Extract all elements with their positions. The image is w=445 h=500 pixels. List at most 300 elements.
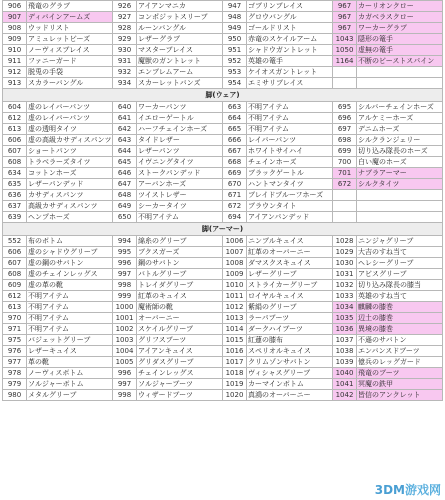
- item-name-cell: デニムホーズ: [357, 124, 443, 135]
- item-id-cell: 932: [113, 67, 137, 78]
- item-name-cell: アミュレットビーズ: [27, 34, 113, 45]
- item-id-cell: 1033: [333, 291, 357, 302]
- item-id-cell: 979: [3, 379, 27, 390]
- item-name-cell: イエローゲートル: [137, 113, 223, 124]
- item-name-cell: ノーヴィスブレイス: [27, 45, 113, 56]
- item-name-cell: 皆信のアンクレット: [357, 390, 443, 401]
- item-id-cell: 612: [3, 113, 27, 124]
- item-name-cell: 異境の膝巻: [357, 324, 443, 335]
- item-id-cell: 634: [3, 168, 27, 179]
- table-row: [3, 357, 443, 368]
- item-id-cell: 996: [113, 258, 137, 269]
- item-id-cell: 1037: [333, 335, 357, 346]
- item-name-cell: 虚のシャドウグリーブ: [27, 247, 113, 258]
- item-name-cell: [357, 78, 443, 89]
- item-name-cell: 革の靴: [27, 357, 113, 368]
- item-id-cell: 699: [333, 146, 357, 157]
- item-name-cell: ストークパンデッド: [137, 168, 223, 179]
- item-name-cell: ラーパブーツ: [247, 313, 333, 324]
- item-name-cell: ルーンバングル: [137, 23, 223, 34]
- item-name-cell: カサディスパンツ: [27, 190, 113, 201]
- table-row: [3, 258, 443, 269]
- item-id-cell: 1043: [333, 34, 357, 45]
- item-id-cell: 608: [3, 157, 27, 168]
- item-id-cell: 949: [223, 23, 247, 34]
- item-id-cell: 606: [3, 247, 27, 258]
- item-id-cell: 999: [113, 291, 137, 302]
- item-id-cell: 701: [333, 168, 357, 179]
- item-name-cell: オーバーニー: [137, 313, 223, 324]
- item-name-cell: 不明アイテム: [27, 302, 113, 313]
- item-name-cell: エミサリブレイス: [247, 78, 333, 89]
- item-id-cell: 1041: [333, 379, 357, 390]
- item-name-cell: 飛竜のブーツ: [357, 368, 443, 379]
- item-id-cell: 967: [333, 1, 357, 12]
- item-id-cell: 1010: [223, 280, 247, 291]
- table-row: [3, 135, 443, 146]
- item-name-cell: [357, 201, 443, 212]
- item-id-cell: 951: [223, 45, 247, 56]
- item-name-cell: 虚のレイバーパンツ: [27, 113, 113, 124]
- item-id-cell: 1008: [223, 258, 247, 269]
- item-id-cell: 637: [3, 201, 27, 212]
- item-name-cell: ソルジャーブーツ: [137, 379, 223, 390]
- item-id-cell: 1034: [333, 302, 357, 313]
- item-name-cell: シーカータイツ: [137, 201, 223, 212]
- table-row: [3, 23, 443, 34]
- item-id-cell: 976: [3, 346, 27, 357]
- item-id-cell: 930: [113, 45, 137, 56]
- item-name-cell: 虚無の篭手: [357, 45, 443, 56]
- item-name-cell: ロイヤルキュイス: [247, 291, 333, 302]
- item-name-cell: ツイストレザー: [137, 190, 223, 201]
- item-id-cell: 977: [3, 357, 27, 368]
- item-name-cell: 不明アイテム: [247, 113, 333, 124]
- item-name-cell: エンブレムアーム: [137, 67, 223, 78]
- table-row: [3, 280, 443, 291]
- item-id-cell: 613: [3, 124, 27, 135]
- table-row: [3, 390, 443, 401]
- item-name-cell: 切り込み隊長の膝当: [357, 280, 443, 291]
- item-id-cell: 650: [113, 212, 137, 223]
- item-name-cell: アーバンホーズ: [137, 179, 223, 190]
- item-name-cell: 切り込み隊長のホーズ: [357, 146, 443, 157]
- item-id-cell: 912: [3, 67, 27, 78]
- item-id-cell: 1011: [223, 291, 247, 302]
- item-id-cell: 643: [113, 135, 137, 146]
- item-id-cell: 1012: [223, 302, 247, 313]
- item-id-cell: 664: [223, 113, 247, 124]
- section-header-row: [3, 223, 443, 236]
- item-name-cell: 赤竜のスケイルアーム: [247, 34, 333, 45]
- item-name-cell: ニンジャグリーブ: [357, 236, 443, 247]
- item-id-cell: 948: [223, 12, 247, 23]
- item-id-cell: [333, 78, 357, 89]
- item-id-cell: 954: [223, 78, 247, 89]
- item-name-cell: ゴールドリスト: [247, 23, 333, 34]
- item-id-cell: 1035: [333, 313, 357, 324]
- item-id-cell: 907: [3, 12, 27, 23]
- item-name-cell: 魔術師の靴: [137, 302, 223, 313]
- item-name-cell: スペリオルキュイス: [247, 346, 333, 357]
- item-id-cell: 671: [223, 190, 247, 201]
- item-id-cell: 978: [3, 368, 27, 379]
- item-id-cell: 927: [113, 12, 137, 23]
- item-name-cell: 虚の鋼のサバトン: [27, 258, 113, 269]
- item-name-cell: 高級カサディスパンツ: [27, 201, 113, 212]
- item-id-cell: 672: [223, 201, 247, 212]
- item-id-cell: 639: [3, 212, 27, 223]
- item-id-cell: 635: [3, 179, 27, 190]
- item-id-cell: 950: [223, 34, 247, 45]
- table-row: [3, 324, 443, 335]
- item-id-cell: 908: [3, 23, 27, 34]
- item-id-cell: 911: [3, 56, 27, 67]
- item-name-cell: ハントマンタイツ: [247, 179, 333, 190]
- item-name-cell: クリムゾンサバトン: [247, 357, 333, 368]
- item-name-cell: ソルジャーボトム: [27, 379, 113, 390]
- item-name-cell: [357, 67, 443, 78]
- item-name-cell: 不明アイテム: [137, 212, 223, 223]
- item-id-cell: 910: [3, 45, 27, 56]
- item-name-cell: トレイダグリーブ: [137, 280, 223, 291]
- table-row: [3, 236, 443, 247]
- item-id-cell: 1004: [113, 346, 137, 357]
- item-name-cell: ノーヴィスボトム: [27, 368, 113, 379]
- item-id-cell: 647: [113, 179, 137, 190]
- item-name-cell: 白い魔のホーズ: [357, 157, 443, 168]
- item-name-cell: ヘレシーグリーブ: [357, 258, 443, 269]
- item-id-cell: 975: [3, 335, 27, 346]
- item-name-cell: 虚の革の靴: [27, 280, 113, 291]
- item-id-cell: 1028: [333, 236, 357, 247]
- item-id-cell: 997: [113, 269, 137, 280]
- item-name-cell: レザーグラブ: [137, 34, 223, 45]
- item-id-cell: 1040: [333, 368, 357, 379]
- item-id-cell: 995: [113, 247, 137, 258]
- item-id-cell: 1031: [333, 269, 357, 280]
- item-name-cell: 不明アイテム: [27, 313, 113, 324]
- item-id-cell: [333, 67, 357, 78]
- item-name-cell: 麒麟の膝巻: [357, 302, 443, 313]
- item-id-cell: 997: [113, 379, 137, 390]
- item-id-cell: 604: [3, 102, 27, 113]
- item-id-table: [2, 0, 443, 401]
- item-name-cell: レイバーパンツ: [247, 135, 333, 146]
- item-name-cell: タイドレザー: [137, 135, 223, 146]
- item-name-cell: ヘンプホーズ: [27, 212, 113, 223]
- item-name-cell: エンバンスドブーツ: [357, 346, 443, 357]
- item-name-cell: レザーパンツ: [137, 146, 223, 157]
- table-row: [3, 302, 443, 313]
- item-id-cell: 607: [3, 146, 27, 157]
- watermark-site: 游戏网: [404, 483, 441, 497]
- item-id-cell: 913: [3, 78, 27, 89]
- table-row: [3, 34, 443, 45]
- table-row: [3, 291, 443, 302]
- item-name-cell: アビスグリーブ: [357, 269, 443, 280]
- item-name-cell: グロウバングル: [247, 12, 333, 23]
- table-row: [3, 102, 443, 113]
- item-name-cell: ブラウンタイト: [247, 201, 333, 212]
- item-id-cell: 998: [113, 280, 137, 291]
- item-name-cell: バジェットグリーブ: [27, 335, 113, 346]
- item-name-cell: 虚の高級カサディスパンツ: [28, 136, 112, 144]
- item-name-cell: 隠形の篭手: [357, 34, 443, 45]
- item-name-cell: ウィザードブーツ: [137, 390, 223, 401]
- item-id-cell: [333, 212, 357, 223]
- item-name-cell: 英雄の篭手: [247, 56, 333, 67]
- watermark-brand: 3DM: [374, 483, 405, 497]
- item-id-cell: 608: [3, 269, 27, 280]
- table-row: [3, 379, 443, 390]
- item-id-cell: 1029: [333, 247, 357, 258]
- item-id-cell: 1039: [333, 357, 357, 368]
- item-id-cell: 970: [3, 313, 27, 324]
- item-name-cell: シルバーチェインホーズ: [357, 102, 443, 113]
- item-id-cell: 996: [113, 368, 137, 379]
- item-name-cell: コンポジットスリーブ: [137, 12, 223, 23]
- item-id-cell: 1013: [223, 313, 247, 324]
- item-id-cell: 1015: [223, 335, 247, 346]
- item-id-cell: 640: [113, 102, 137, 113]
- item-id-cell: 1000: [113, 302, 137, 313]
- item-id-cell: 700: [333, 157, 357, 168]
- item-name-cell: 虚の透明タイツ: [27, 124, 113, 135]
- table-row: [3, 45, 443, 56]
- item-name-cell: 紅革のキュイス: [137, 291, 223, 302]
- item-id-cell: 929: [113, 34, 137, 45]
- item-id-cell: 642: [113, 124, 137, 135]
- item-id-cell: 1002: [113, 324, 137, 335]
- table-row: [3, 201, 443, 212]
- item-name-cell: アイアンマニカ: [137, 1, 223, 12]
- item-name-cell: 紅蓮の膝布: [247, 335, 333, 346]
- item-id-cell: 636: [3, 190, 27, 201]
- watermark-logo: [375, 481, 441, 498]
- item-id-cell: 696: [333, 113, 357, 124]
- item-name-cell: メタルグリーブ: [27, 390, 113, 401]
- item-name-cell: ショートパンツ: [27, 146, 113, 157]
- table-row: [3, 12, 443, 23]
- item-name-cell: 鋼のサバトン: [137, 258, 223, 269]
- item-name-cell: ハーフチェインホーズ: [137, 124, 223, 135]
- item-id-cell: 980: [3, 390, 27, 401]
- item-name-cell: ゴブリンブレイス: [247, 1, 333, 12]
- table-row: [3, 1, 443, 12]
- item-name-cell: シルクランジェリー: [357, 135, 443, 146]
- table-row: [3, 247, 443, 258]
- item-id-cell: 645: [113, 157, 137, 168]
- table-row: [3, 67, 443, 78]
- item-name-cell: 冥魔の鉄甲: [357, 379, 443, 390]
- item-name-cell: 飛竜のグラブ: [27, 1, 113, 12]
- item-name-cell: チェインホーズ: [247, 157, 333, 168]
- item-name-cell: ワーカーパンツ: [137, 102, 223, 113]
- item-name-cell: レザーキュイス: [27, 346, 113, 357]
- item-name-cell: 不遜のサバトン: [357, 335, 443, 346]
- item-name-cell: 脱兎の手袋: [27, 67, 113, 78]
- item-name-cell: アイアンパンデッド: [247, 212, 333, 223]
- item-name-cell: 辺土の膝巻: [357, 313, 443, 324]
- item-name-cell: 英雄のすね当て: [357, 291, 443, 302]
- item-id-cell: 641: [113, 113, 137, 124]
- item-id-cell: 667: [223, 146, 247, 157]
- item-id-cell: 1017: [223, 357, 247, 368]
- item-id-cell: 606: [3, 135, 27, 146]
- table-row: [3, 179, 443, 190]
- item-id-cell: 926: [113, 1, 137, 12]
- item-name-cell: カーリオンクロー: [357, 1, 443, 12]
- item-id-cell: 646: [113, 168, 137, 179]
- item-name-cell: ナブラアーマー: [357, 168, 443, 179]
- item-id-cell: 612: [3, 291, 27, 302]
- item-id-cell: 695: [333, 102, 357, 113]
- item-name-cell: 不明アイテム: [247, 124, 333, 135]
- item-id-cell: 670: [223, 179, 247, 190]
- item-id-cell: 669: [223, 168, 247, 179]
- item-id-cell: 952: [223, 56, 247, 67]
- table-row: [3, 124, 443, 135]
- item-id-cell: 1003: [113, 335, 137, 346]
- item-id-cell: 1030: [333, 258, 357, 269]
- item-name-cell: ブクスガーズ: [137, 247, 223, 258]
- item-id-cell: 1164: [333, 56, 357, 67]
- table-row: [3, 78, 443, 89]
- item-id-cell: 668: [223, 157, 247, 168]
- item-id-cell: 1038: [333, 346, 357, 357]
- item-name-cell: トラベラーズタイツ: [27, 157, 113, 168]
- item-id-cell: 607: [3, 258, 27, 269]
- item-id-cell: 1019: [223, 379, 247, 390]
- section-title: 脚(ウェア): [3, 89, 443, 102]
- item-id-cell: 1036: [333, 324, 357, 335]
- item-name-cell: ウッドリスト: [27, 23, 113, 34]
- item-name-cell: シャドウガントレット: [247, 45, 333, 56]
- item-id-cell: 1050: [333, 45, 357, 56]
- section-title: 脚(アーマー): [3, 223, 443, 236]
- table-row: [3, 56, 443, 67]
- item-id-cell: 1014: [223, 324, 247, 335]
- item-id-cell: 953: [223, 67, 247, 78]
- item-name-cell: ホワイトサイハイ: [247, 146, 333, 157]
- item-id-cell: 998: [113, 390, 137, 401]
- table-row: [3, 269, 443, 280]
- item-name-cell: 不断のビーストスパイン: [357, 56, 443, 67]
- item-id-cell: 1009: [223, 269, 247, 280]
- item-id-cell: 1020: [223, 390, 247, 401]
- item-id-cell: 613: [3, 302, 27, 313]
- item-id-cell: 1016: [223, 346, 247, 357]
- item-name-cell: ダマスクスキュイス: [247, 258, 333, 269]
- item-name-cell: スカーレットバンズ: [137, 78, 223, 89]
- item-name-cell: ブレイドプルーフホーズ: [247, 190, 333, 201]
- item-name-cell: 紅革のオーバーニー: [247, 247, 333, 258]
- item-name-cell: ケイオスガントレット: [247, 67, 333, 78]
- item-name-cell: 虚のチェインレッグス: [27, 269, 113, 280]
- item-name-cell: 不明アイテム: [247, 102, 333, 113]
- item-name-cell: [357, 212, 443, 223]
- table-row: [3, 146, 443, 157]
- item-name-cell: [357, 190, 443, 201]
- item-name-cell: ディバインアームズ: [27, 12, 113, 23]
- item-name-cell: ストライカーグリーブ: [247, 280, 333, 291]
- item-id-cell: 1007: [223, 247, 247, 258]
- item-name-cell: ダークハイブーツ: [247, 324, 333, 335]
- item-id-cell: 698: [333, 135, 357, 146]
- item-name-cell: イヴニングタイツ: [137, 157, 223, 168]
- item-id-cell: 644: [113, 146, 137, 157]
- item-id-cell: 609: [3, 280, 27, 291]
- item-name-cell: ファニーガード: [27, 56, 113, 67]
- item-name-cell: スケイルグリーブ: [137, 324, 223, 335]
- table-row: [3, 157, 443, 168]
- table-row: [3, 368, 443, 379]
- item-id-cell: 665: [223, 124, 247, 135]
- item-id-cell: 649: [113, 201, 137, 212]
- item-name-cell: 綿糸のグリーブ: [137, 236, 223, 247]
- item-id-cell: 967: [333, 12, 357, 23]
- item-name-cell: 紫絹のグリーブ: [247, 302, 333, 313]
- item-name-cell: アルケミーホーズ: [357, 113, 443, 124]
- item-name-cell: 億兵のレッグガード: [357, 357, 443, 368]
- item-name-cell: 不明アイテム: [27, 324, 113, 335]
- item-name-cell: 真鴻のオーバーニー: [247, 390, 333, 401]
- item-id-cell: 971: [3, 324, 27, 335]
- section-header-row: [3, 89, 443, 102]
- item-name-cell: バトルグリーブ: [137, 269, 223, 280]
- item-name-cell: チェインレッグス: [137, 368, 223, 379]
- item-id-cell: 1005: [113, 357, 137, 368]
- item-name-cell: シルクタイツ: [357, 179, 443, 190]
- item-name-cell: グリダスグリーブ: [137, 357, 223, 368]
- item-id-cell: 1001: [113, 313, 137, 324]
- item-name-cell: マスターブレイス: [137, 45, 223, 56]
- item-id-cell: 947: [223, 1, 247, 12]
- item-name-cell: ブラックゲートル: [247, 168, 333, 179]
- item-id-cell: 1018: [223, 368, 247, 379]
- item-id-cell: 663: [223, 102, 247, 113]
- item-id-cell: 1032: [333, 280, 357, 291]
- table-row: [3, 335, 443, 346]
- table-row: [3, 190, 443, 201]
- item-id-cell: 928: [113, 23, 137, 34]
- table-row: [3, 313, 443, 324]
- item-id-cell: [333, 190, 357, 201]
- item-name-cell: レザーパンデッド: [27, 179, 113, 190]
- item-name-cell: 魔獣のガントレット: [137, 56, 223, 67]
- item-name-cell: 布のボトム: [27, 236, 113, 247]
- item-name-cell: カガベラスクロー: [357, 12, 443, 23]
- item-name-cell: 大吉のすね当て: [357, 247, 443, 258]
- item-id-cell: 1042: [333, 390, 357, 401]
- item-name-cell: アイアンキュイス: [137, 346, 223, 357]
- item-id-cell: 934: [113, 78, 137, 89]
- table-row: [3, 168, 443, 179]
- item-name-cell: ニンブルキュイス: [247, 236, 333, 247]
- item-id-cell: [333, 201, 357, 212]
- item-name-cell: カーマインボトム: [247, 379, 333, 390]
- item-name-cell: 不明アイテム: [27, 291, 113, 302]
- item-id-cell: 697: [333, 124, 357, 135]
- item-name-cell: グリフスブーツ: [137, 335, 223, 346]
- item-name-cell: レザーグリーブ: [247, 269, 333, 280]
- table-row: [3, 346, 443, 357]
- item-name-cell: ワーカーグラブ: [357, 23, 443, 34]
- item-id-cell: 648: [113, 190, 137, 201]
- item-id-cell: 931: [113, 56, 137, 67]
- item-id-cell: 994: [113, 236, 137, 247]
